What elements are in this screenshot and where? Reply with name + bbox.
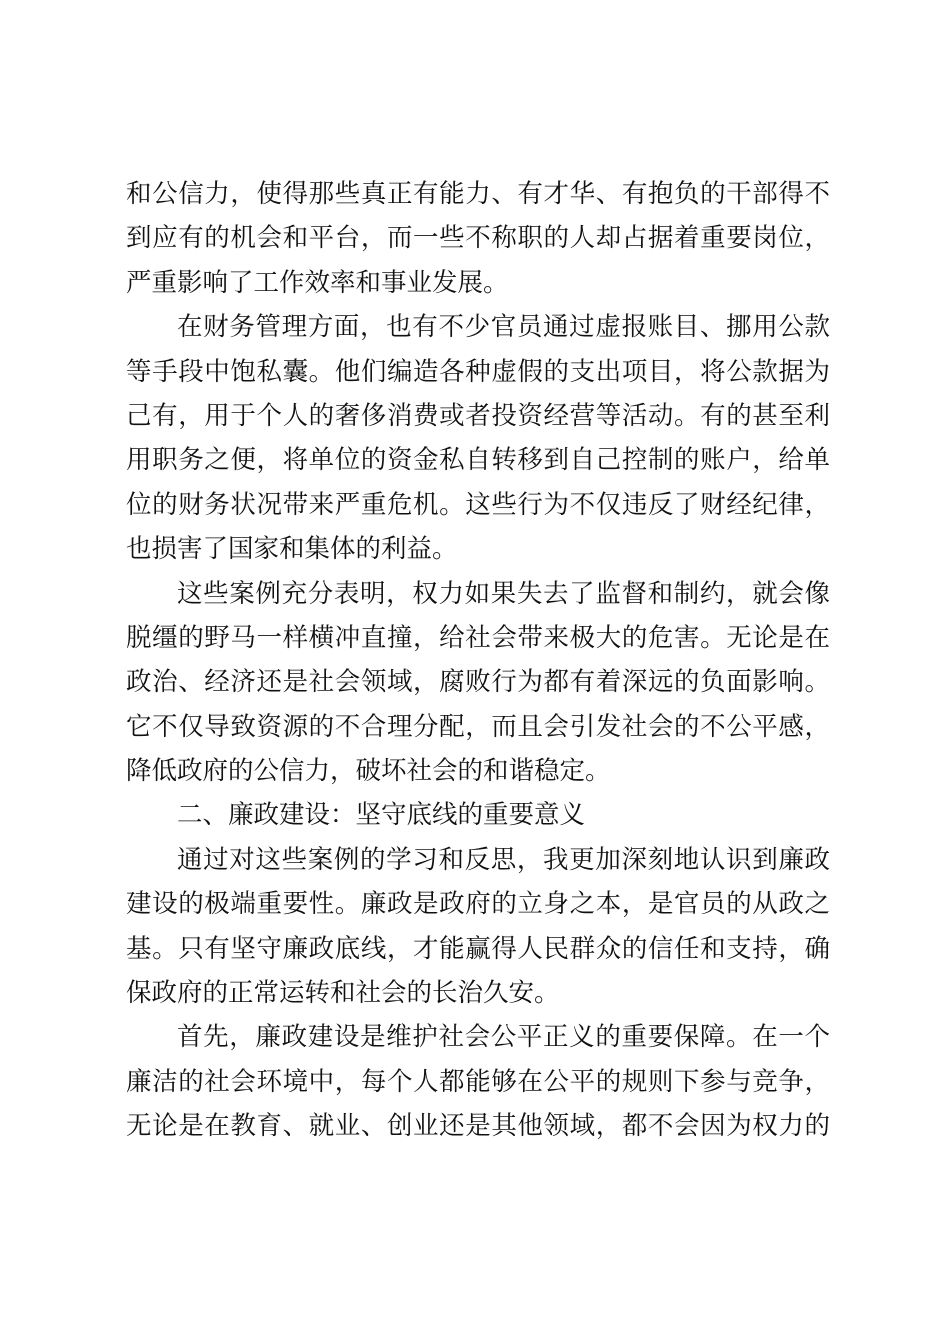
text-line: 也损害了国家和集体的利益。 — [126, 534, 458, 565]
text-line: 它不仅导致资源的不合理分配，而且会引发社会的不公平感， — [126, 711, 830, 742]
text-line: 首先，廉政建设是维护社会公平正义的重要保障。在一个 — [177, 1022, 830, 1053]
text-line: 廉洁的社会环境中，每个人都能够在公平的规则下参与竞争， — [126, 1066, 830, 1097]
text-line: 基。只有坚守廉政底线，才能赢得人民群众的信任和支持，确 — [126, 933, 830, 964]
text-line: 政治、经济还是社会领域，腐败行为都有着深远的负面影响。 — [126, 667, 830, 698]
document-body — [126, 172, 830, 1149]
paragraph-1 — [126, 172, 830, 305]
text-line: 严重影响了工作效率和事业发展。 — [126, 267, 509, 298]
text-line: 己有，用于个人的奢侈消费或者投资经营等活动。有的甚至利 — [126, 400, 830, 431]
section-heading — [126, 793, 830, 837]
text-line: 无论是在教育、就业、创业还是其他领域，都不会因为权力的 — [126, 1111, 830, 1142]
text-line: 位的财务状况带来严重危机。这些行为不仅违反了财经纪律， — [126, 489, 830, 520]
paragraph-3 — [126, 572, 830, 794]
text-line: 保政府的正常运转和社会的长治久安。 — [126, 978, 560, 1009]
text-line: 降低政府的公信力，破坏社会的和谐稳定。 — [126, 756, 611, 787]
text-line: 通过对这些案例的学习和反思，我更加深刻地认识到廉政 — [177, 844, 830, 875]
paragraph-5 — [126, 1015, 830, 1148]
paragraph-4 — [126, 838, 830, 1016]
text-line: 和公信力，使得那些真正有能力、有才华、有抱负的干部得不 — [126, 179, 830, 209]
section-heading-text: 二、廉政建设：坚守底线的重要意义 — [177, 800, 586, 831]
text-line: 到应有的机会和平台，而一些不称职的人却占据着重要岗位， — [126, 223, 830, 254]
paragraph-2 — [126, 305, 830, 571]
text-line: 用职务之便，将单位的资金私自转移到自己控制的账户，给单 — [126, 445, 830, 476]
text-line: 建设的极端重要性。廉政是政府的立身之本，是官员的从政之 — [126, 889, 830, 920]
text-line: 等手段中饱私囊。他们编造各种虚假的支出项目，将公款据为 — [126, 356, 830, 387]
text-line: 这些案例充分表明，权力如果失去了监督和制约，就会像 — [177, 578, 830, 609]
text-line: 在财务管理方面，也有不少官员通过虚报账目、挪用公款 — [177, 312, 830, 343]
text-line: 脱缰的野马一样横冲直撞，给社会带来极大的危害。无论是在 — [126, 622, 830, 653]
